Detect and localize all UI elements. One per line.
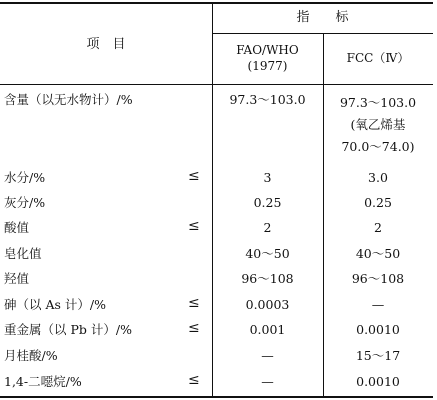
row-name: 皂化值 [4,246,42,261]
leq-symbol: ≤ [188,372,200,388]
row-value-fao: 40～50 [245,246,290,261]
row-value-fcc: 0.25 [364,195,392,210]
row-value-fcc: 15～17 [355,348,401,363]
table-bottom-rule [0,396,433,398]
row-value-fao: — [261,374,274,389]
leq-symbol: ≤ [188,218,200,234]
row-value-fao: 0.001 [249,322,286,337]
row-value-fao: 0.0003 [245,297,290,312]
row-name: 含量（以无水物计）/% [4,92,133,107]
row-name: 砷（以 As 计）/% [4,297,106,312]
row-value-fcc: 3.0 [368,170,388,185]
leq-symbol: ≤ [188,295,200,311]
row-name: 水分/% [4,170,46,185]
row-value-fcc: 0.0010 [356,374,400,389]
leq-symbol: ≤ [188,168,200,184]
row-value-fcc: 40～50 [355,246,401,261]
row-name: 重金属（以 Pb 计）/% [4,322,132,337]
header-item: 项 目 [86,37,126,52]
row-value-fcc: 97.3～103.0 (氧乙烯基 70.0～74.0) [339,95,417,154]
row-name: 羟值 [4,271,30,286]
row-value-fcc: 0.0010 [356,322,400,337]
row-value-fao: 2 [263,220,272,235]
row-value-fao: — [261,348,274,363]
row-value-fao: 3 [263,170,272,185]
row-value-fao: 0.25 [253,195,282,210]
row-value-fcc: 96～108 [351,271,405,286]
row-name: 酸值 [4,220,30,235]
header-indicator: 指 标 [296,10,349,25]
row-name: 1,4-二噁烷/% [4,374,82,389]
leq-symbol: ≤ [188,320,200,336]
row-value-fcc: 2 [374,220,382,235]
row-value-fao: 96～108 [241,271,294,286]
row-value-fao: 97.3～103.0 [229,92,306,107]
row-name: 月桂酸/% [4,348,58,363]
col-divider-2 [323,33,324,398]
row-value-fcc: — [371,297,385,312]
header-fcc: FCC（Ⅳ） [346,51,410,65]
row-name: 灰分/% [4,195,46,210]
header-fao-who: FAO/WHO (1977) [236,43,299,73]
table-top-rule [0,2,433,4]
header-bottom-rule [0,84,433,85]
